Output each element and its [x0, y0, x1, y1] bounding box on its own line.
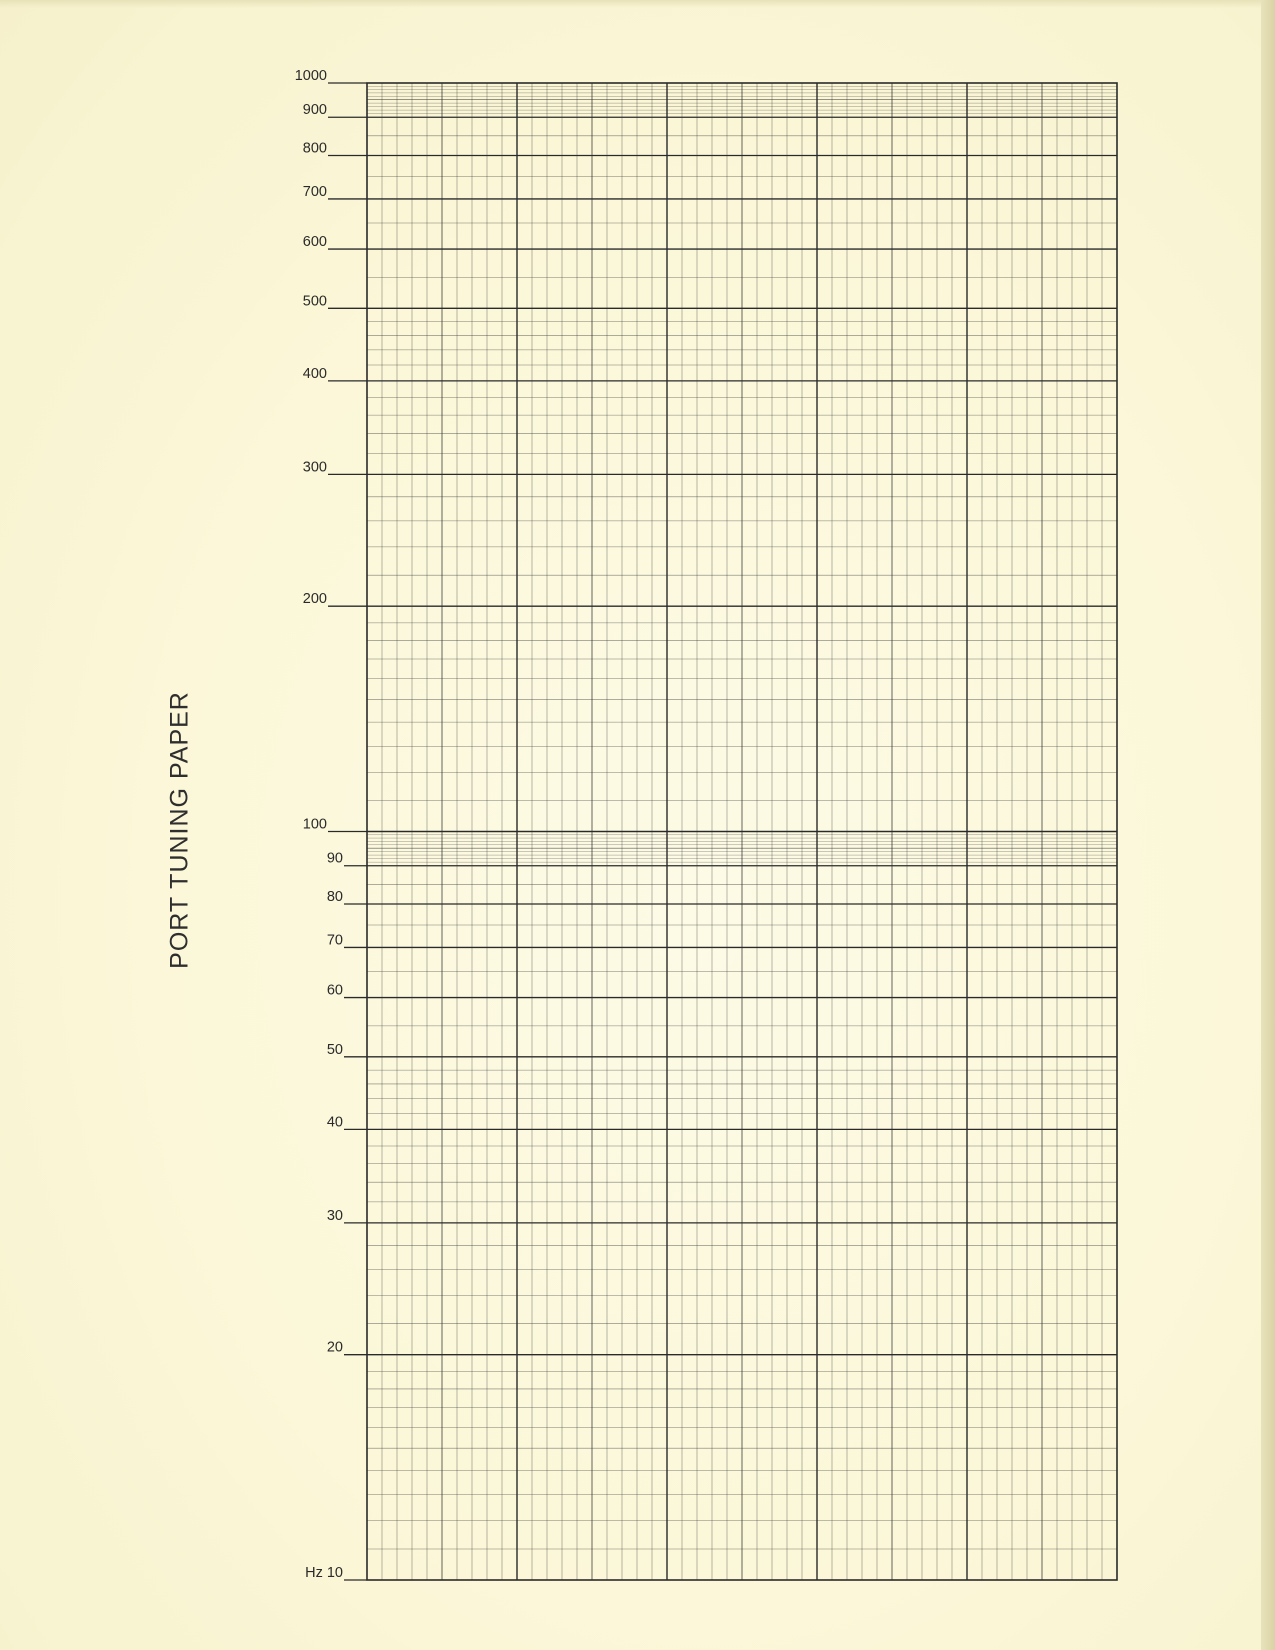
axis-label: 400 [302, 365, 327, 382]
axis-label: 90 [326, 850, 343, 867]
side-title: PORT TUNING PAPER [165, 691, 194, 969]
axis-label: 700 [302, 183, 327, 200]
axis-label: 500 [302, 293, 327, 310]
axis-label: 800 [302, 140, 327, 157]
axis-label: 40 [326, 1114, 343, 1131]
axis-label: 900 [302, 102, 327, 119]
axis-label: 600 [302, 234, 327, 251]
axis-label: 30 [326, 1207, 343, 1224]
axis-label: 80 [326, 889, 343, 906]
axis-label: 100 [302, 816, 327, 833]
axis-label: 200 [302, 591, 327, 608]
axis-label: 50 [326, 1041, 343, 1058]
axis-label: 1000 [294, 68, 327, 84]
axis-label: 300 [302, 459, 327, 476]
axis-label: 70 [326, 932, 343, 949]
axis-label: Hz 10 [305, 1565, 343, 1581]
axis-label: 20 [326, 1339, 343, 1356]
axis-labels [295, 68, 343, 1581]
axis-label: 60 [326, 982, 343, 999]
